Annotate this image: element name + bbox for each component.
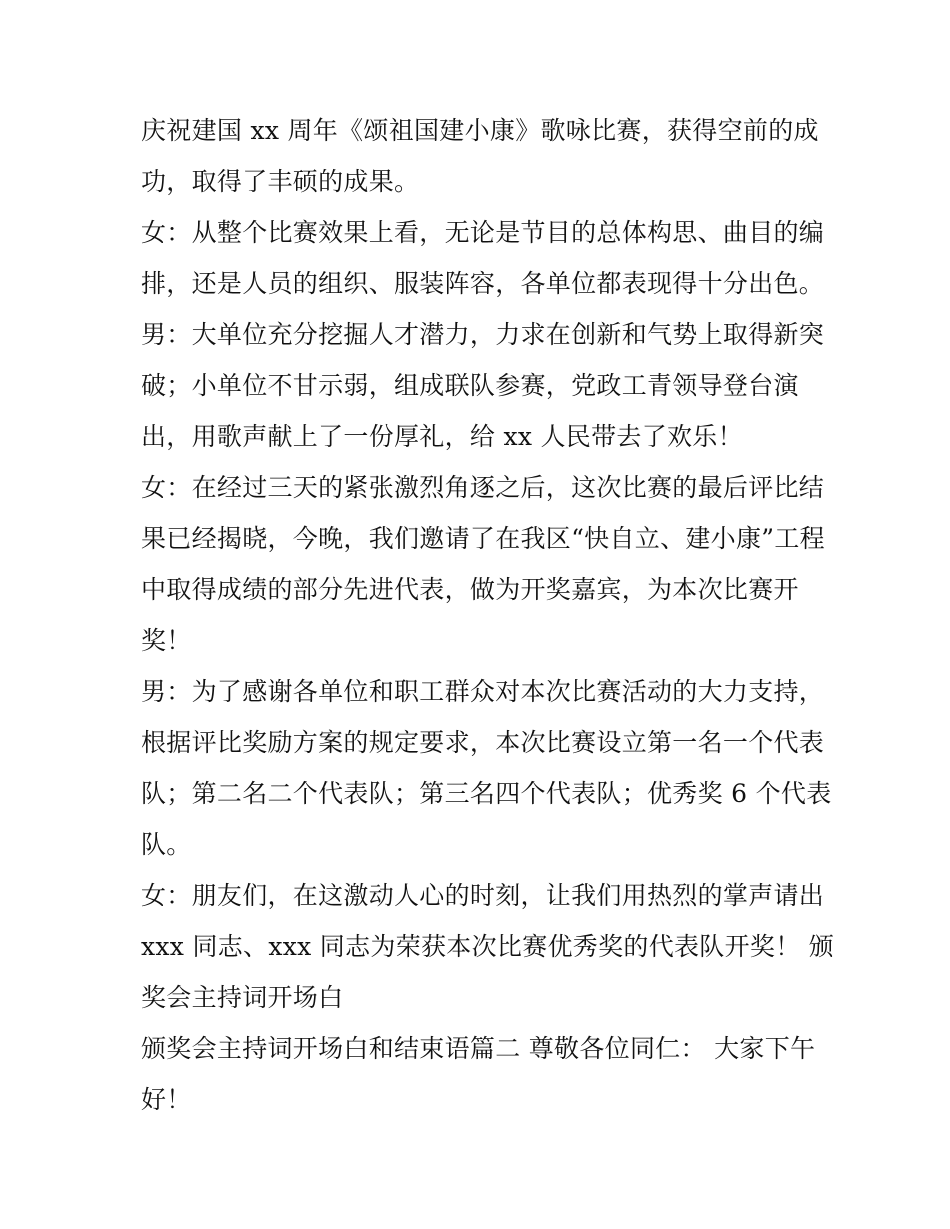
text-line: 庆祝建国 xx 周年《颂祖国建小康》歌咏比赛，获得空前的成 bbox=[141, 116, 819, 145]
text-line: 男：为了感谢各单位和职工群众对本次比赛活动的大力支持， bbox=[141, 677, 825, 706]
text-line: 队；第二名二个代表队；第三名四个代表队；优秀奖 6 个代表 bbox=[141, 779, 832, 808]
text-line: 女：从整个比赛效果上看，无论是节目的总体构思、曲目的编 bbox=[141, 218, 825, 247]
text-line: 颁奖会主持词开场白和结束语篇二 尊敬各位同仁： 大家下午 bbox=[141, 1034, 816, 1063]
text-line: 奖！ bbox=[141, 626, 192, 655]
text-line: 出，用歌声献上了一份厚礼，给 xx 人民带去了欢乐！ bbox=[141, 422, 743, 451]
text-line: 根据评比奖励方案的规定要求，本次比赛设立第一名一个代表 bbox=[141, 728, 825, 757]
text-line: 女：在经过三天的紧张激烈角逐之后，这次比赛的最后评比结 bbox=[141, 473, 825, 502]
text-line: 果已经揭晓，今晚，我们邀请了在我区“快自立、建小康”工程 bbox=[141, 524, 825, 553]
text-line: 中取得成绩的部分先进代表，做为开奖嘉宾，为本次比赛开 bbox=[141, 575, 799, 604]
text-line: 男：大单位充分挖掘人才潜力，力求在创新和气势上取得新突 bbox=[141, 320, 825, 349]
text-line: 好！ bbox=[141, 1085, 192, 1114]
text-line: 奖会主持词开场白 bbox=[141, 983, 344, 1012]
text-line: 女：朋友们，在这激动人心的时刻，让我们用热烈的掌声请出 bbox=[141, 881, 825, 910]
text-line: xxx 同志、xxx 同志为荣获本次比赛优秀奖的代表队开奖！ 颁 bbox=[141, 932, 835, 961]
text-line: 破；小单位不甘示弱，组成联队参赛，党政工青领导登台演 bbox=[141, 371, 799, 400]
text-line: 队。 bbox=[141, 830, 192, 859]
text-line: 排，还是人员的组织、服装阵容，各单位都表现得十分出色。 bbox=[141, 269, 825, 298]
document-body bbox=[141, 105, 835, 1125]
text-line: 功，取得了丰硕的成果。 bbox=[141, 167, 420, 196]
